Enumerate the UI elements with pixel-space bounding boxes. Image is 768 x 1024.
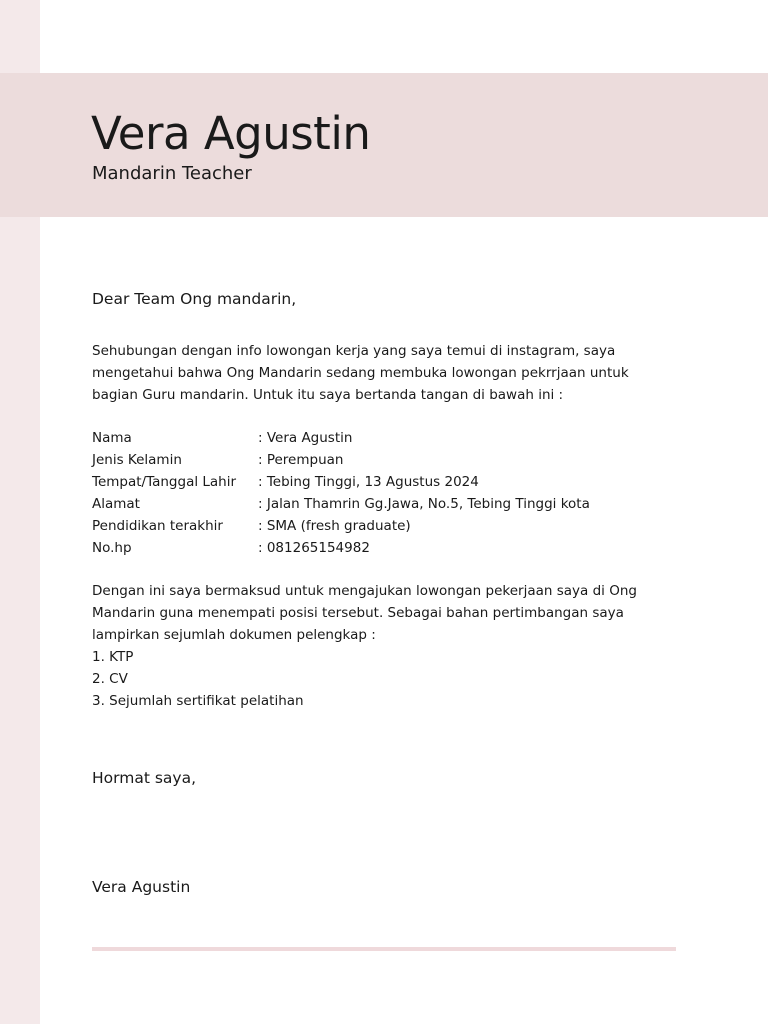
intro-line: bagian Guru mandarin. Untuk itu saya bertanda tangan di bawah ini : bbox=[92, 387, 564, 403]
detail-label: No.hp bbox=[92, 540, 132, 556]
detail-value: : 081265154982 bbox=[258, 540, 370, 556]
detail-label: Jenis Kelamin bbox=[92, 452, 182, 468]
intro-line: mengetahui bahwa Ong Mandarin sedang membuka lowongan pekrrjaan untuk bbox=[92, 365, 629, 381]
detail-label: Pendidikan terakhir bbox=[92, 518, 223, 534]
detail-value: : Vera Agustin bbox=[258, 430, 353, 446]
statement-line: Mandarin guna menempati posisi tersebut. Sebagai bahan pertimbangan saya bbox=[92, 605, 624, 621]
detail-value: : Perempuan bbox=[258, 452, 344, 468]
attachment-item: 2. CV bbox=[92, 671, 128, 687]
applicant-role: Mandarin Teacher bbox=[92, 163, 252, 184]
footer-divider bbox=[92, 947, 676, 951]
detail-label: Alamat bbox=[92, 496, 140, 512]
detail-value: : SMA (fresh graduate) bbox=[258, 518, 411, 534]
salutation: Dear Team Ong mandarin, bbox=[92, 290, 297, 308]
applicant-name: Vera Agustin bbox=[91, 107, 371, 160]
detail-value: : Tebing Tinggi, 13 Agustus 2024 bbox=[258, 474, 479, 490]
statement-line: lampirkan sejumlah dokumen pelengkap : bbox=[92, 627, 376, 643]
detail-value: : Jalan Thamrin Gg.Jawa, No.5, Tebing Tinggi kota bbox=[258, 496, 590, 512]
attachment-item: 3. Sejumlah sertifikat pelatihan bbox=[92, 693, 304, 709]
statement-paragraph bbox=[92, 580, 692, 712]
detail-label: Tempat/Tanggal Lahir bbox=[92, 474, 237, 490]
detail-label: Nama bbox=[92, 430, 132, 446]
intro-paragraph bbox=[92, 340, 692, 406]
intro-line: Sehubungan dengan info lowongan kerja yang saya temui di instagram, saya bbox=[92, 343, 616, 359]
closing: Hormat saya, bbox=[92, 769, 197, 787]
attachment-item: 1. KTP bbox=[92, 649, 134, 665]
signature-name: Vera Agustin bbox=[92, 878, 191, 896]
statement-line: Dengan ini saya bermaksud untuk mengajukan lowongan pekerjaan saya di Ong bbox=[92, 583, 637, 599]
